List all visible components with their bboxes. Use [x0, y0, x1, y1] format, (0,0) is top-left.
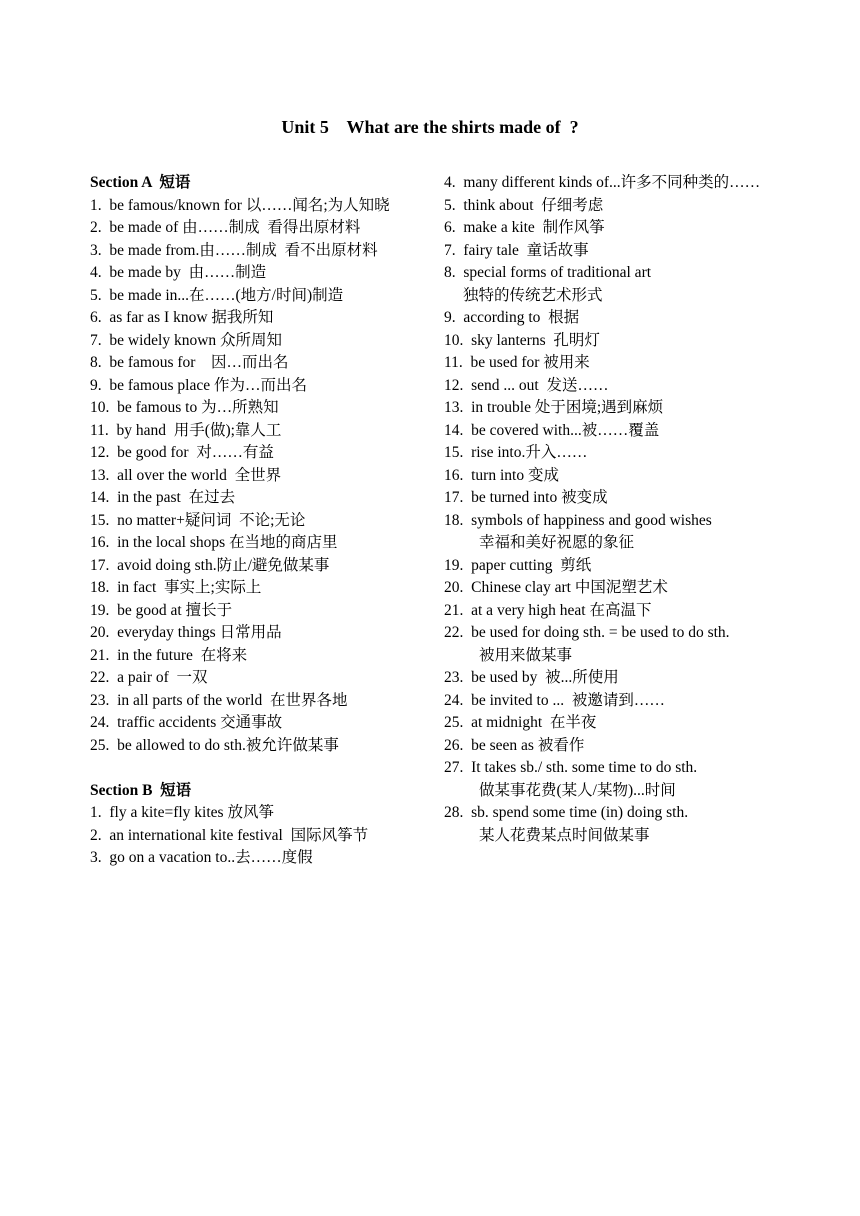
phrase-item: 19. be good at 擅长于	[90, 601, 233, 619]
phrase-item: 7. fairy tale 童话故事	[444, 241, 589, 259]
phrase-item: 22. a pair of 一双	[90, 669, 208, 686]
phrase-translation: 幸福和美好祝愿的象征	[479, 534, 635, 551]
phrase-item: 1. fly a kite=fly kites 放风筝	[90, 804, 274, 821]
phrase-item: 9. according to 根据	[444, 309, 580, 326]
phrase-item: 23. in all parts of the world 在世界各地	[90, 691, 348, 709]
phrase-item: 10. be famous to 为…所熟知	[90, 399, 279, 416]
phrase-item: 18. in fact 事实上;实际上	[90, 579, 262, 596]
phrase-item: 28. sb. spend some time (in) doing sth.	[444, 804, 689, 821]
phrase-item: 11. be used for 被用来	[444, 354, 590, 371]
phrase-item: 8. be famous for 因…而出名	[90, 354, 289, 371]
phrase-item: 20. Chinese clay art 中国泥塑艺术	[444, 579, 668, 596]
phrase-item: 24. be invited to ... 被邀请到……	[444, 691, 665, 709]
phrase-item: 6. make a kite 制作风筝	[444, 219, 605, 236]
section-b-heading: Section B 短语	[90, 781, 192, 799]
phrase-item: 2. be made of 由……制成 看得出原材料	[90, 219, 361, 236]
phrase-item: 8. special forms of traditional art	[444, 264, 652, 281]
phrase-item: 19. paper cutting 剪纸	[444, 556, 592, 574]
phrase-item: 16. turn into 变成	[444, 466, 559, 484]
phrase-item: 26. be seen as 被看作	[444, 736, 585, 754]
phrase-item: 13. all over the world 全世界	[90, 466, 282, 484]
phrase-translation: 某人花费某点时间做某事	[479, 826, 650, 844]
phrase-item: 3. go on a vacation to..去……度假	[90, 849, 313, 866]
phrase-item: 14. in the past 在过去	[90, 489, 236, 506]
page-title: Unit 5 What are the shirts made of ?	[281, 117, 579, 137]
phrase-item: 27. It takes sb./ sth. some time to do sth.	[444, 759, 698, 776]
phrase-item: 6. as far as I know 据我所知	[90, 309, 274, 326]
phrase-item: 10. sky lanterns 孔明灯	[444, 331, 600, 349]
phrase-item: 25. at midnight 在半夜	[444, 714, 597, 731]
phrase-item: 3. be made from.由……制成 看不出原材料	[90, 241, 378, 259]
phrase-item: 12. be good for 对……有益	[90, 444, 274, 461]
phrase-item: 4. many different kinds of...许多不同种类的……	[444, 174, 761, 191]
phrase-item: 5. be made in...在……(地方/时间)制造	[90, 286, 344, 304]
phrase-item: 7. be widely known 众所周知	[90, 331, 283, 349]
section-spacer	[90, 757, 440, 780]
phrase-item: 15. no matter+疑问词 不论;无论	[90, 511, 306, 529]
right-column	[444, 172, 854, 847]
phrase-item: 12. send ... out 发送……	[444, 376, 609, 394]
phrase-item: 9. be famous place 作为…而出名	[90, 376, 307, 394]
phrase-translation: 被用来做某事	[479, 646, 573, 664]
phrase-item: 13. in trouble 处于困境;遇到麻烦	[444, 399, 664, 416]
phrase-item: 22. be used for doing sth. = be used to do sth.	[444, 624, 730, 641]
phrase-item: 18. symbols of happiness and good wishes	[444, 511, 712, 529]
phrase-item: 21. at a very high heat 在高温下	[444, 601, 652, 619]
phrase-item: 25. be allowed to do sth.被允许做某事	[90, 736, 339, 754]
phrase-item: 17. avoid doing sth.防止/避免做某事	[90, 556, 330, 574]
phrase-item: 21. in the future 在将来	[90, 646, 248, 664]
phrase-item: 17. be turned into 被变成	[444, 489, 608, 506]
phrase-translation: 做某事花费(某人/某物)...时间	[479, 781, 676, 799]
phrase-item: 4. be made by 由……制造	[90, 264, 267, 281]
phrase-item: 5. think about 仔细考虑	[444, 196, 604, 214]
section-a-heading: Section A 短语	[90, 174, 191, 191]
phrase-item: 20. everyday things 日常用品	[90, 624, 282, 641]
phrase-item: 23. be used by 被...所使用	[444, 669, 619, 686]
phrase-item: 14. be covered with...被……覆盖	[444, 421, 660, 439]
left-column	[90, 172, 440, 870]
phrase-item: 16. in the local shops 在当地的商店里	[90, 534, 338, 551]
phrase-translation: 独特的传统艺术形式	[463, 286, 603, 304]
phrase-item: 11. by hand 用手(做);靠人工	[90, 421, 282, 439]
phrase-item: 15. rise into.升入……	[444, 444, 588, 461]
phrase-item: 1. be famous/known for 以……闻名;为人知晓	[90, 196, 390, 214]
phrase-item: 2. an international kite festival 国际风筝节	[90, 826, 369, 844]
phrase-item: 24. traffic accidents 交通事故	[90, 714, 283, 731]
